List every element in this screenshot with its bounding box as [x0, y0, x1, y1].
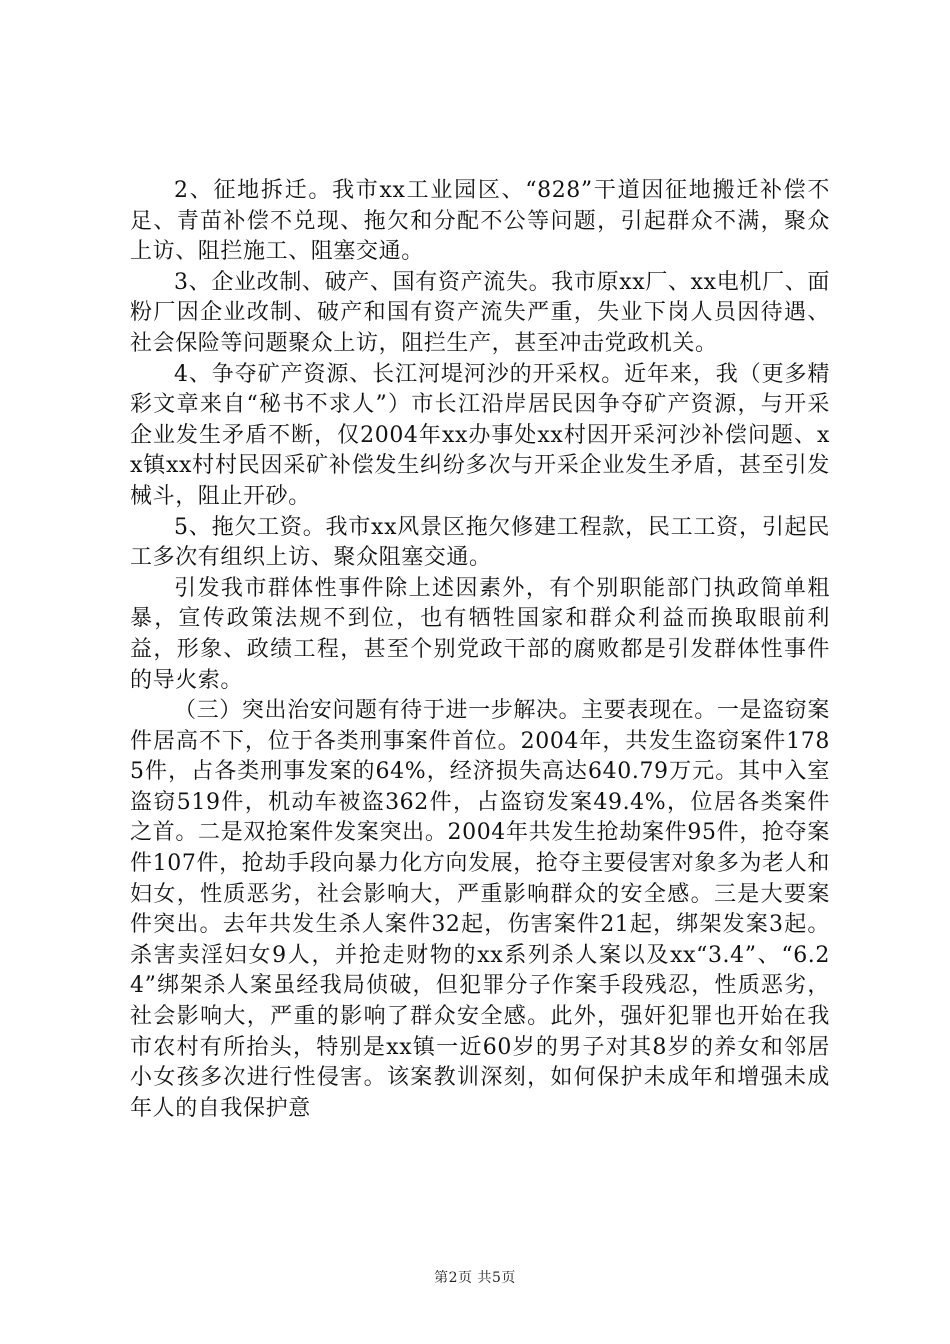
paragraph-unpaid-wages: 5、拖欠工资。我市xx风景区拖欠修建工程款，民工工资，引起民工多次有组织上访、聚众阻塞交通。 — [130, 514, 830, 571]
paragraph-public-security: （三）突出治安问题有待于进一步解决。主要表现在。一是盗窃案件居高不下，位于各类刑事案件首位。2004年，共发生盗窃案件1785件，占各类刑事发案的64%，经济损失高达640.79万元。其中入室盗窃519件，机动车被盗362件，占盗窃发案49.4%，位居各类案件之首。二是双抢案件发案突出。2004年共发生抢劫案件95件，抢夺案件107件，抢劫手段向暴力化方向发展，抢夺主要侵害对象多为老人和妇女，性质恶劣，社会影响大，严重影响群众的安全感。三是大要案件突出。去年共发生杀人案件32起，伤害案件21起，绑架发案3起。杀害卖淫妇女9人，并抢走财物的xx系列杀人案以及xx“3.4”、“6.24”绑架杀人案虽经我局侦破，但犯罪分子作案手段残忍，性质恶劣，社会影响大，严重的影响了群众安全感。此外，强奸犯罪也开始在我市农村有所抬头，特别是xx镇一近60岁的男子对其8岁的养女和邻居小女孩多次进行性侵害。该案教训深刻，如何保护未成年和增强未成年人的自我保护意 — [130, 698, 830, 1121]
paragraph-other-causes: 引发我市群体性事件除上述因素外，有个别职能部门执政简单粗暴，宣传政策法规不到位，也有牺牲国家和群众利益而换取眼前利益，形象、政绩工程，甚至个别党政干部的腐败都是引发群体性事件的导火索。 — [130, 575, 830, 693]
paragraph-land-acquisition: 2、征地拆迁。我市xx工业园区、“828”干道因征地搬迁补偿不足、青苗补偿不兑现、拖欠和分配不公等问题，引起群众不满，聚众上访、阻拦施工、阻塞交通。 — [130, 178, 830, 265]
document-body — [130, 176, 830, 1124]
page-footer: 第2页 共5页 — [434, 1270, 516, 1286]
paragraph-enterprise-restructuring: 3、企业改制、破产、国有资产流失。我市原xx厂、xx电机厂、面粉厂因企业改制、破产和国有资产流失严重，失业下岗人员因待遇、社会保险等问题聚众上访，阻拦生产，甚至冲击党政机关。 — [130, 269, 830, 356]
paragraph-mining-rights: 4、争夺矿产资源、长江河堤河沙的开采权。近年来，我（更多精彩文章来自“秘书不求人”）市长江沿岸居民因争夺矿产资源，与开采企业发生矛盾不断，仅2004年xx办事处xx村因开采河沙补偿问题、xx镇xx村村民因采矿补偿发生纠纷多次与开采企业发生矛盾，甚至引发械斗，阻止开砂。 — [130, 361, 830, 509]
